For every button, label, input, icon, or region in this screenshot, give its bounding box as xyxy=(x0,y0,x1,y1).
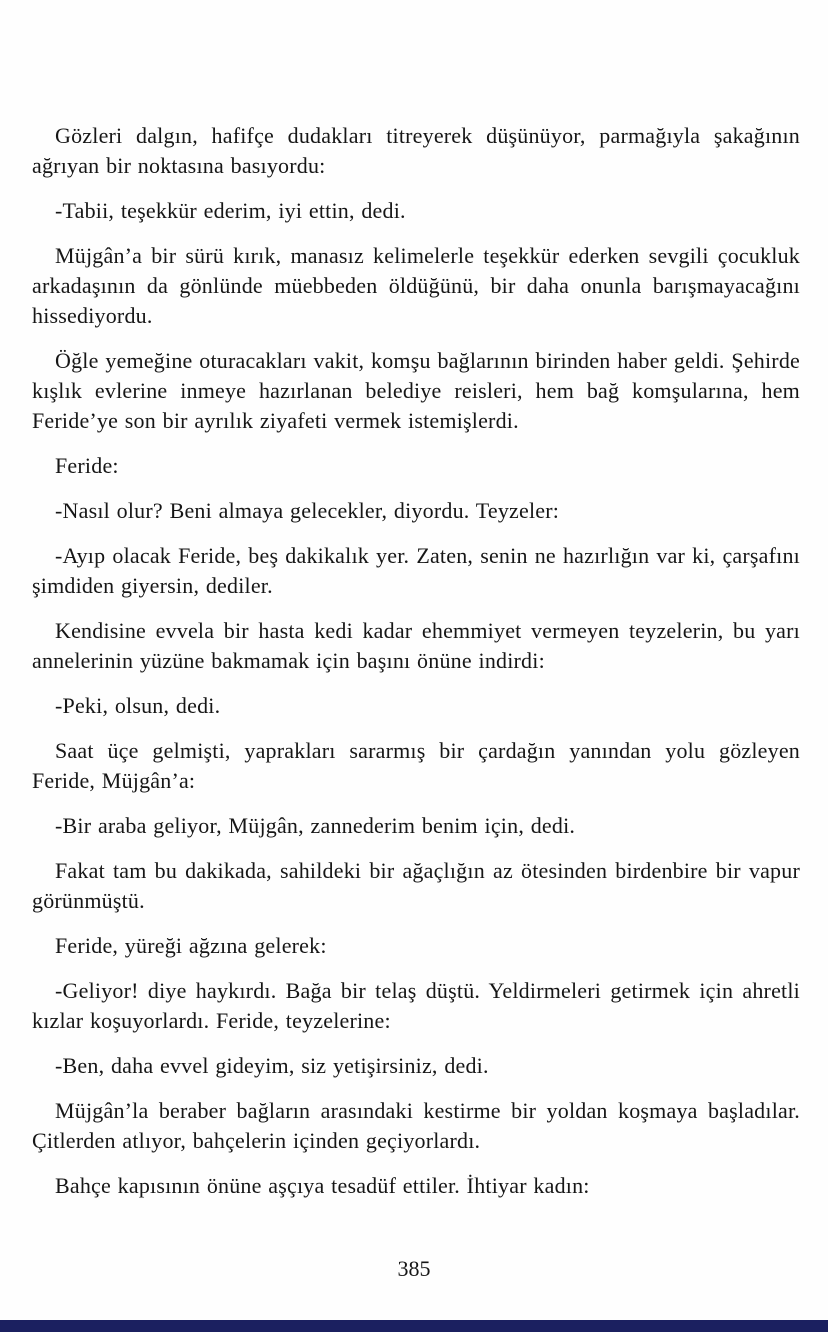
bottom-nav-bar xyxy=(0,1320,828,1332)
paragraph: Bahçe kapısının önüne aşçıya tesadüf ettiler. İhtiyar kadın: xyxy=(55,1173,590,1198)
paragraph: Öğle yemeğine oturacakları vakit, komşu bağlarının birinden haber geldi. Şehirde kışlık evlerine inmeye hazırlanan belediye reisleri, hem bağ komşularına, hem Feride’ye son bir ayrılık ziyafeti vermek istemişlerdi. xyxy=(32,348,800,433)
paragraph-dialogue: -Ben, daha evvel gideyim, siz yetişirsiniz, dedi. xyxy=(55,1053,489,1078)
paragraph-dialogue: -Nasıl olur? Beni almaya gelecekler, diyordu. Teyzeler: xyxy=(55,498,560,523)
paragraph: Kendisine evvela bir hasta kedi kadar ehemmiyet vermeyen teyzelerin, bu yarı annelerinin yüzüne bakmamak için başını önüne indirdi: xyxy=(32,618,800,673)
paragraph-dialogue: -Tabii, teşekkür ederim, iyi ettin, dedi. xyxy=(55,198,406,223)
paragraph-dialogue: -Bir araba geliyor, Müjgân, zannederim benim için, dedi. xyxy=(55,813,576,838)
paragraph-dialogue: -Peki, olsun, dedi. xyxy=(55,693,221,718)
paragraph-dialogue: -Ayıp olacak Feride, beş dakikalık yer. Zaten, senin ne hazırlığın var ki, çarşafını şimdiden giyersin, dediler. xyxy=(32,543,800,598)
paragraph: Müjgân’a bir sürü kırık, manasız kelimelerle teşekkür ederken sevgili çocukluk arkadaşının da gönlünde müebbeden öldüğünü, bir daha onunla barışmayacağını hissediyordu. xyxy=(32,243,800,328)
page-number: 385 xyxy=(397,1256,431,1281)
paragraph: Saat üçe gelmişti, yaprakları sararmış bir çardağın yanından yolu gözleyen Feride, Müjgân’a: xyxy=(32,738,800,793)
paragraph: Gözleri dalgın, hafifçe dudakları titreyerek düşünüyor, parmağıyla şakağının ağrıyan bir noktasına basıyordu: xyxy=(32,123,800,178)
paragraph: Feride: xyxy=(55,453,119,478)
paragraph: Fakat tam bu dakikada, sahildeki bir ağaçlığın az ötesinden birdenbire bir vapur görünmüştü. xyxy=(32,858,800,913)
text-block xyxy=(32,121,800,1216)
paragraph-dialogue: -Geliyor! diye haykırdı. Bağa bir telaş düştü. Yeldirmeleri getirmek için ahretli kızlar koşuyorlardı. Feride, teyzelerine: xyxy=(32,978,800,1033)
paragraph: Feride, yüreği ağzına gelerek: xyxy=(55,933,327,958)
paragraph: Müjgân’la beraber bağların arasındaki kestirme bir yoldan koşmaya başladılar. Çitlerden atlıyor, bahçelerin içinden geçiyorlardı. xyxy=(32,1098,800,1153)
